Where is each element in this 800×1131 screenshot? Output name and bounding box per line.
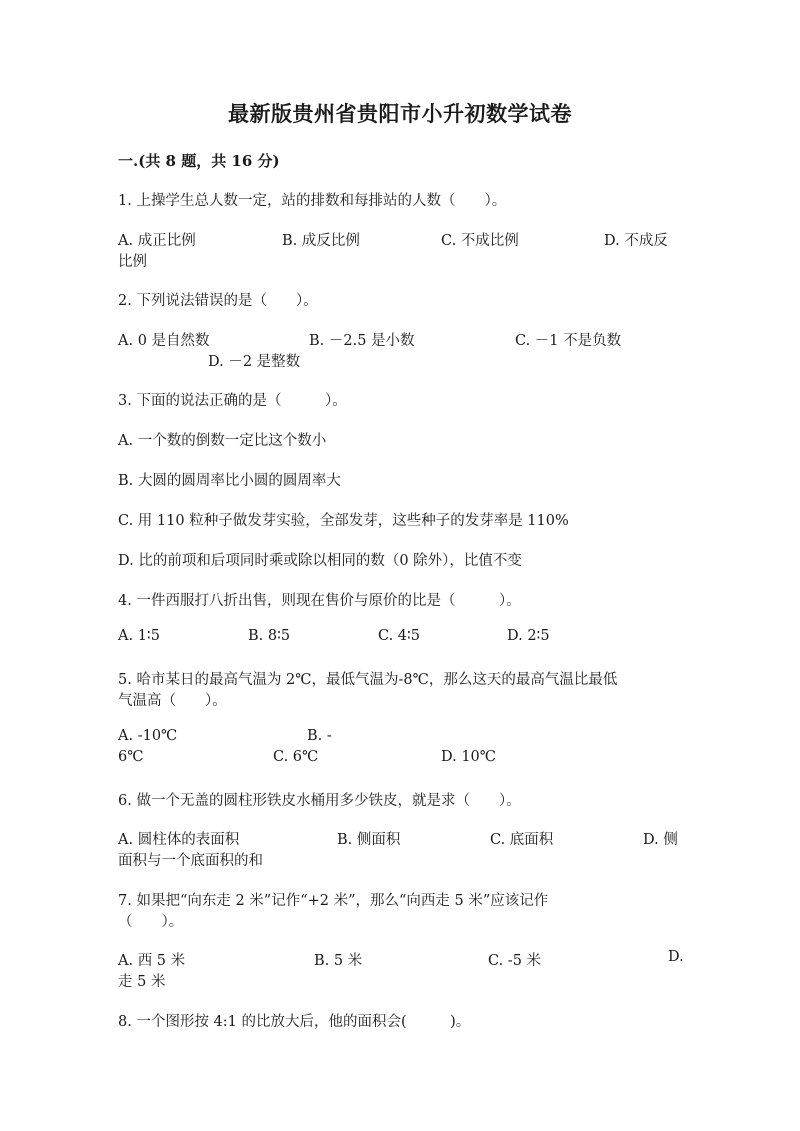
question-1-option-d-continued: 比例 (118, 254, 147, 270)
question-4-option-a: A. 1∶5 (118, 628, 160, 644)
question-5-option-a: A. -10℃ (118, 728, 178, 744)
question-3-option-b: B. 大圆的圆周率比小圆的圆周率大 (118, 473, 341, 489)
question-7-option-d-continued: 走 5 米 (118, 974, 166, 990)
section-heading: 一.(共 8 题，共 16 分) (118, 152, 280, 170)
question-4-stem: 4. 一件西服打八折出售，则现在售价与原价的比是（ ）。 (118, 593, 521, 609)
question-6-option-b: B. 侧面积 (337, 832, 401, 848)
question-1-stem: 1. 上操学生总人数一定，站的排数和每排站的人数（ ）。 (118, 193, 507, 209)
question-4-option-c: C. 4∶5 (378, 628, 421, 644)
question-1-option-b: B. 成反比例 (282, 233, 360, 249)
question-7-stem: 7. 如果把“向东走 2 米”记作“+2 米”，那么“向西走 5 米”应该记作 (118, 893, 549, 909)
question-1-option-d: D. 不成反 (604, 233, 668, 249)
question-5-stem-continued: 气温高（ ）。 (118, 693, 227, 709)
question-3-option-d: D. 比的前项和后项同时乘或除以相同的数（0 除外），比值不变 (118, 553, 522, 569)
question-5-option-c: C. 6℃ (273, 749, 319, 765)
question-6-option-c: C. 底面积 (490, 832, 554, 848)
exam-title: 最新版贵州省贵阳市小升初数学试卷 (228, 101, 572, 126)
question-5-option-d: D. 10℃ (441, 749, 496, 765)
question-4-option-b: B. 8∶5 (248, 628, 291, 644)
question-3-stem: 3. 下面的说法正确的是（ ）。 (118, 393, 347, 409)
question-3-option-a: A. 一个数的倒数一定比这个数小 (118, 433, 327, 449)
question-5-stem: 5. 哈市某日的最高气温为 2℃，最低气温为-8℃，那么这天的最高气温比最低 (118, 672, 618, 688)
question-6-option-d-continued: 面积与一个底面积的和 (118, 853, 263, 869)
question-6-option-a: A. 圆柱体的表面积 (118, 832, 240, 848)
question-1-option-c: C. 不成比例 (441, 233, 519, 249)
question-5-option-b-continued: 6℃ (118, 749, 144, 765)
question-7-stem-continued: （ ）。 (118, 914, 184, 930)
question-2-option-b: B. －2.5 是小数 (309, 333, 415, 349)
question-4-option-d: D. 2∶5 (507, 628, 550, 644)
question-2-option-a: A. 0 是自然数 (118, 333, 210, 349)
question-8-stem: 8. 一个图形按 4:1 的比放大后，他的面积会( )。 (118, 1014, 471, 1030)
question-2-stem: 2. 下列说法错误的是（ ）。 (118, 293, 318, 309)
question-2-option-d: D. －2 是整数 (208, 354, 301, 370)
question-1-option-a: A. 成正比例 (118, 233, 196, 249)
question-7-option-d: D. (668, 949, 684, 965)
question-7-option-c: C. -5 米 (488, 953, 542, 969)
question-6-option-d: D. 侧 (643, 832, 678, 848)
question-3-option-c: C. 用 110 粒种子做发芽实验，全部发芽，这些种子的发芽率是 110% (118, 513, 569, 529)
question-5-option-b: B. - (307, 728, 332, 744)
question-2-option-c: C. －1 不是负数 (515, 333, 622, 349)
question-7-option-b: B. 5 米 (314, 953, 363, 969)
question-6-stem: 6. 做一个无盖的圆柱形铁皮水桶用多少铁皮，就是求（ ）。 (118, 793, 521, 809)
question-7-option-a: A. 西 5 米 (118, 953, 186, 969)
